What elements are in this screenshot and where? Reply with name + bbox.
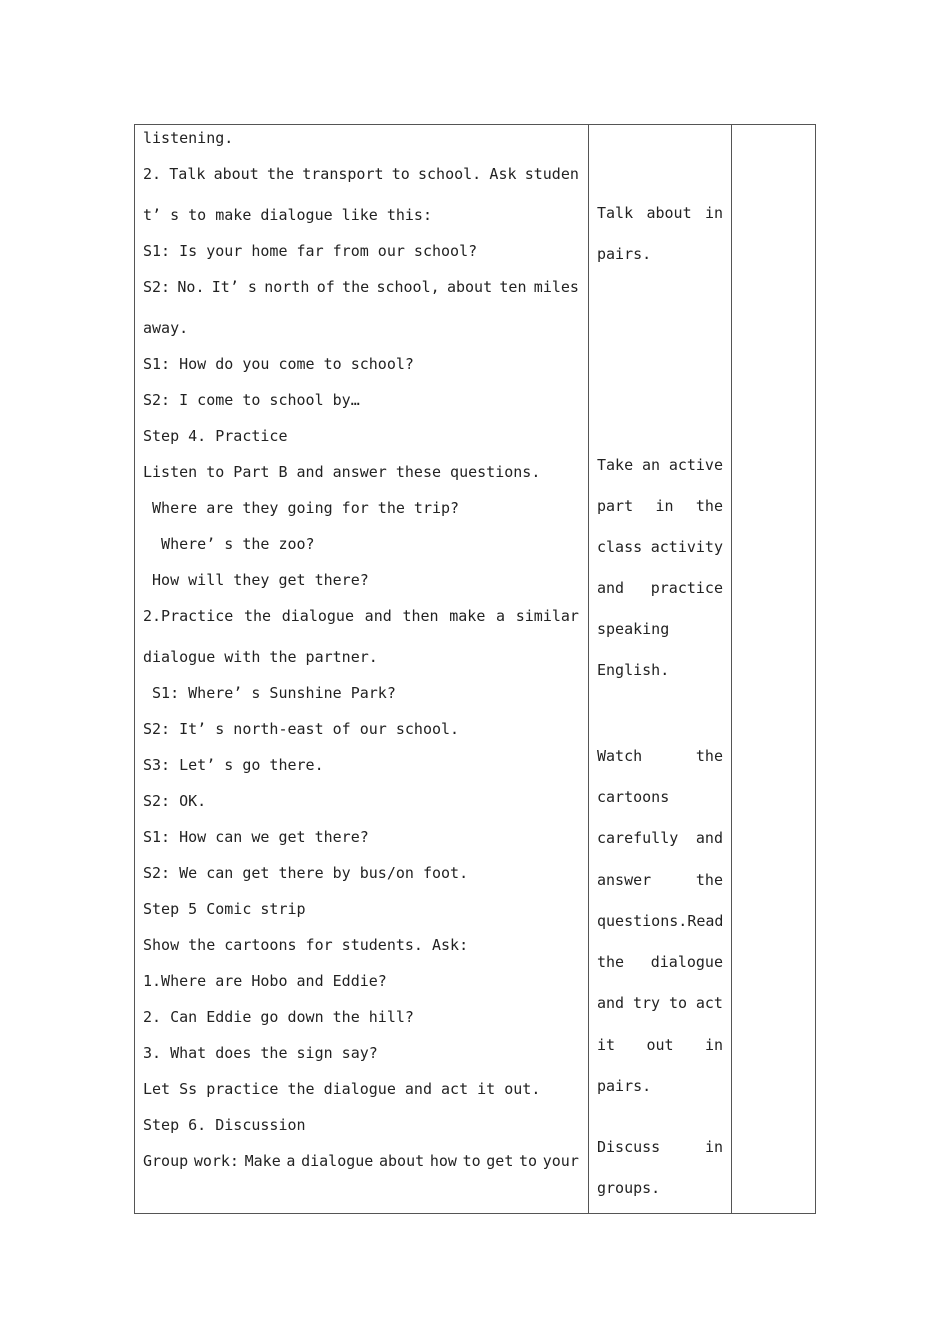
text-line: S2: I come to school by…	[143, 391, 360, 409]
activity-line: Discuss in	[597, 1138, 723, 1156]
text-line: Where are they going for the trip?	[143, 499, 460, 517]
text-line: Listen to Part B and answer these questions.	[143, 463, 541, 481]
column-divider-2	[731, 124, 732, 1214]
activity-line: groups.	[597, 1179, 661, 1197]
activity-line: the dialogue	[597, 953, 723, 971]
text-line: S1: How can we get there?	[143, 828, 369, 846]
text-line: S1: Is your home far from our school?	[143, 242, 478, 260]
text-line: S1: How do you come to school?	[143, 355, 414, 373]
activity-line: cartoons	[597, 788, 670, 806]
activity-line: pairs.	[597, 1077, 652, 1095]
activity-line: class activity	[597, 538, 723, 556]
text-line: 2. Talk about the transport to school. Ask studen	[143, 165, 579, 183]
activity-line: speaking	[597, 620, 670, 638]
text-line: S2: It’ s north-east of our school.	[143, 720, 460, 738]
activity-line: and try to act	[597, 994, 723, 1012]
activity-line: part in the	[597, 497, 723, 515]
activity-line: questions. Read	[597, 912, 724, 930]
activity-line: Talk about in	[597, 204, 723, 222]
text-line: Group work: Make a dialogue about how to get to your	[143, 1152, 579, 1170]
activity-line: it out in	[597, 1036, 723, 1054]
text-line: How will they get there?	[143, 571, 369, 589]
text-line: Let Ss practice the dialogue and act it out.	[143, 1080, 541, 1098]
text-line: S2: OK.	[143, 792, 207, 810]
text-line: away.	[143, 319, 189, 337]
text-line: S3: Let’ s go there.	[143, 756, 324, 774]
text-line: S2: No. It’ s north of the school, about ten miles	[143, 278, 579, 296]
activity-line: Watch the	[597, 747, 723, 765]
activity-line: Take an active	[597, 456, 723, 474]
activity-line: English.	[597, 661, 670, 679]
text-line: Show the cartoons for students. Ask:	[143, 936, 469, 954]
text-line: 2.Practice the dialogue and then make a similar	[143, 607, 579, 625]
step-heading: Step 5 Comic strip	[143, 900, 306, 918]
text-line: dialogue with the partner.	[143, 648, 378, 666]
text-line: Where’ s the zoo?	[143, 535, 315, 553]
text-line: t’ s to make dialogue like this:	[143, 206, 432, 224]
step-heading: Step 6. Discussion	[143, 1116, 306, 1134]
text-line: 3. What does the sign say?	[143, 1044, 378, 1062]
text-line: 2. Can Eddie go down the hill?	[143, 1008, 414, 1026]
column-divider-1	[588, 124, 589, 1214]
text-line: S1: Where’ s Sunshine Park?	[143, 684, 396, 702]
activity-line: answer the	[597, 871, 723, 889]
activity-line: and practice	[597, 579, 723, 597]
text-line: S2: We can get there by bus/on foot.	[143, 864, 469, 882]
text-line: 1.Where are Hobo and Eddie?	[143, 972, 387, 990]
step-heading: Step 4. Practice	[143, 427, 288, 445]
activity-line: pairs.	[597, 245, 652, 263]
activity-line: carefully and	[597, 829, 723, 847]
text-line: listening.	[143, 129, 234, 147]
